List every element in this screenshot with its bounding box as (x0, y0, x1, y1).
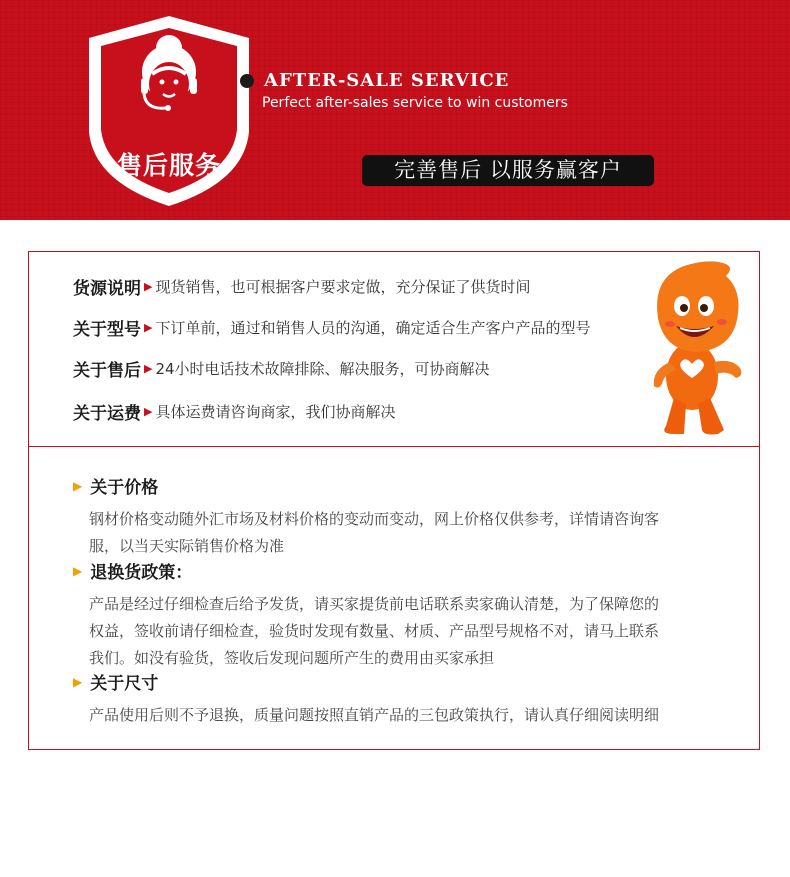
red-triangle-icon: ▶ (144, 405, 153, 418)
info-row (73, 274, 530, 299)
info-label: 关于运费 (73, 404, 141, 424)
section-line: 产品是经过仔细检查后给予发货，请买家提货前电话联系卖家确认清楚，为了保障您的 (89, 595, 660, 613)
section-line: 权益，签收前请仔细检查，验货时发现有数量、材质、产品型号规格不对，请马上联系 (89, 622, 660, 640)
after-sale-banner (0, 0, 790, 220)
orange-triangle-icon: ▶ (73, 478, 83, 493)
section-line: 产品使用后则不予退换，质量问题按照直销产品的三包政策执行，请认真仔细阅读明细 (89, 706, 660, 724)
red-triangle-icon: ▶ (144, 280, 153, 293)
info-label: 货源说明 (73, 279, 141, 299)
section-title: 退换货政策： (90, 563, 193, 583)
slogan-badge: 完善售后 以服务赢客户 (362, 155, 654, 186)
info-row (73, 315, 590, 340)
red-triangle-icon: ▶ (144, 321, 153, 334)
policy-box (28, 447, 760, 750)
info-text: 24小时电话技术故障排除、解决服务，可协商解决 (155, 360, 490, 378)
info-row (73, 356, 490, 381)
english-title: AFTER-SALE SERVICE (264, 70, 510, 91)
section-title: 关于尺寸 (90, 674, 159, 694)
section-title: 关于价格 (90, 478, 159, 498)
section-size (73, 669, 713, 729)
info-label: 关于型号 (73, 320, 141, 340)
shield-title: 售后服务 (116, 151, 221, 180)
bullet-dot-icon (240, 74, 254, 88)
english-subtitle: Perfect after-sales service to win customers (262, 95, 568, 111)
orange-triangle-icon: ▶ (73, 674, 83, 689)
orange-mascot-illustration (640, 258, 750, 438)
section-line: 服，以当天实际销售价格为准 (89, 537, 285, 555)
red-triangle-icon: ▶ (144, 362, 153, 375)
section-price (73, 473, 713, 560)
info-label: 关于售后 (73, 361, 141, 381)
section-line: 钢材价格变动随外汇市场及材料价格的变动而变动，网上价格仅供参考，详情请咨询客 (89, 510, 660, 528)
info-text: 具体运费请咨询商家，我们协商解决 (155, 403, 396, 421)
info-row (73, 399, 395, 424)
info-text: 下订单前，通过和销售人员的沟通，确定适合生产客户产品的型号 (155, 319, 591, 337)
info-text: 现货销售，也可根据客户要求定做，充分保证了供货时间 (155, 278, 531, 296)
section-return-policy (73, 558, 713, 672)
orange-triangle-icon: ▶ (73, 563, 83, 578)
section-line: 我们。如没有验货，签收后发现问题所产生的费用由买家承担 (89, 649, 495, 667)
